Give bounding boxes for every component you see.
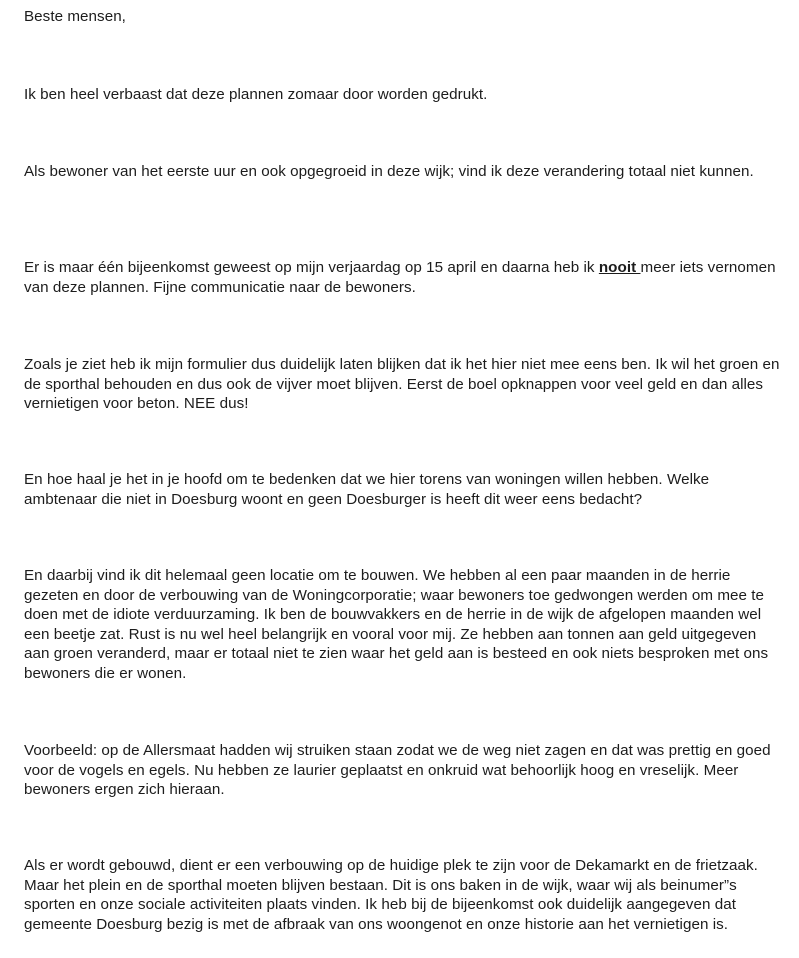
paragraph-6: En daarbij vind ik dit helemaal geen locatie om te bouwen. We hebben al een paar maanden in de herrie gezeten en door de verbouwing van de Woningcorporatie; waar bewoners toe gedwongen werden om mee te doen met de idiote verduurzaming. Ik ben de bouwvakkers en de herrie in de wijk de afgelopen maanden wel een beetje zat. Rust is nu wel heel belangrijk en vooral voor mij. Ze hebben aan tonnen aan geld uitgegeven aan groen veranderd, maar er totaal niet te zien waar het geld aan is besteed en ook niets besproken met ons bewoners die er wonen. — [24, 567, 769, 682]
paragraph-1: Ik ben heel verbaast dat deze plannen zomaar door worden gedrukt. — [24, 86, 488, 103]
paragraph-8: Als er wordt gebouwd, dient er een verbouwing op de huidige plek te zijn voor de Dekamarkt en de frietzaak. Maar het plein en de sporthal moeten blijven bestaan. Dit is ons baken in de wijk, waar wij als beinumer”s sporten en onze sociale activiteiten plaats vinden. Ik heb bij de bijeenkomst ook duidelijk aangegeven dat gemeente Doesburg bezig is met de afbraak van ons woongenot en onze historie aan het vernietigen is. — [24, 857, 758, 933]
paragraph-3 — [24, 258, 784, 297]
paragraph-5: En hoe haal je het in je hoofd om te bedenken dat we hier torens van woningen willen hebben. Welke ambtenaar die niet in Doesburg woont en geen Doesburger is heeft dit weer eens bedacht? — [24, 471, 710, 508]
paragraph-2: Als bewoner van het eerste uur en ook opgegroeid in deze wijk; vind ik deze verandering totaal niet kunnen. — [24, 163, 754, 180]
paragraph-3-text-after: meer iets vernomen van deze plannen. Fijne communicatie naar de bewoners. — [24, 259, 776, 296]
greeting: Beste mensen, — [24, 8, 126, 25]
paragraph-4: Zoals je ziet heb ik mijn formulier dus duidelijk laten blijken dat ik het hier niet mee eens ben. Ik wil het groen en de sporthal behouden en dus ook de vijver moet blijven. Eerst de boel opknappen voor veel geld en dan alles vernietigen voor beton. NEE dus! — [24, 356, 780, 412]
nooit-emphasis: nooit — [598, 259, 641, 276]
paragraph-7: Voorbeeld: op de Allersmaat hadden wij struiken staan zodat we de weg niet zagen en dat was prettig en goed voor de vogels en egels. Nu hebben ze laurier geplaatst en onkruid wat behoorlijk hoog en vreselijk. Meer bewoners ergen zich hieraan. — [24, 742, 771, 798]
paragraph-3-text-before: Er is maar één bijeenkomst geweest op mijn verjaardag op 15 april en daarna heb ik — [24, 259, 599, 276]
